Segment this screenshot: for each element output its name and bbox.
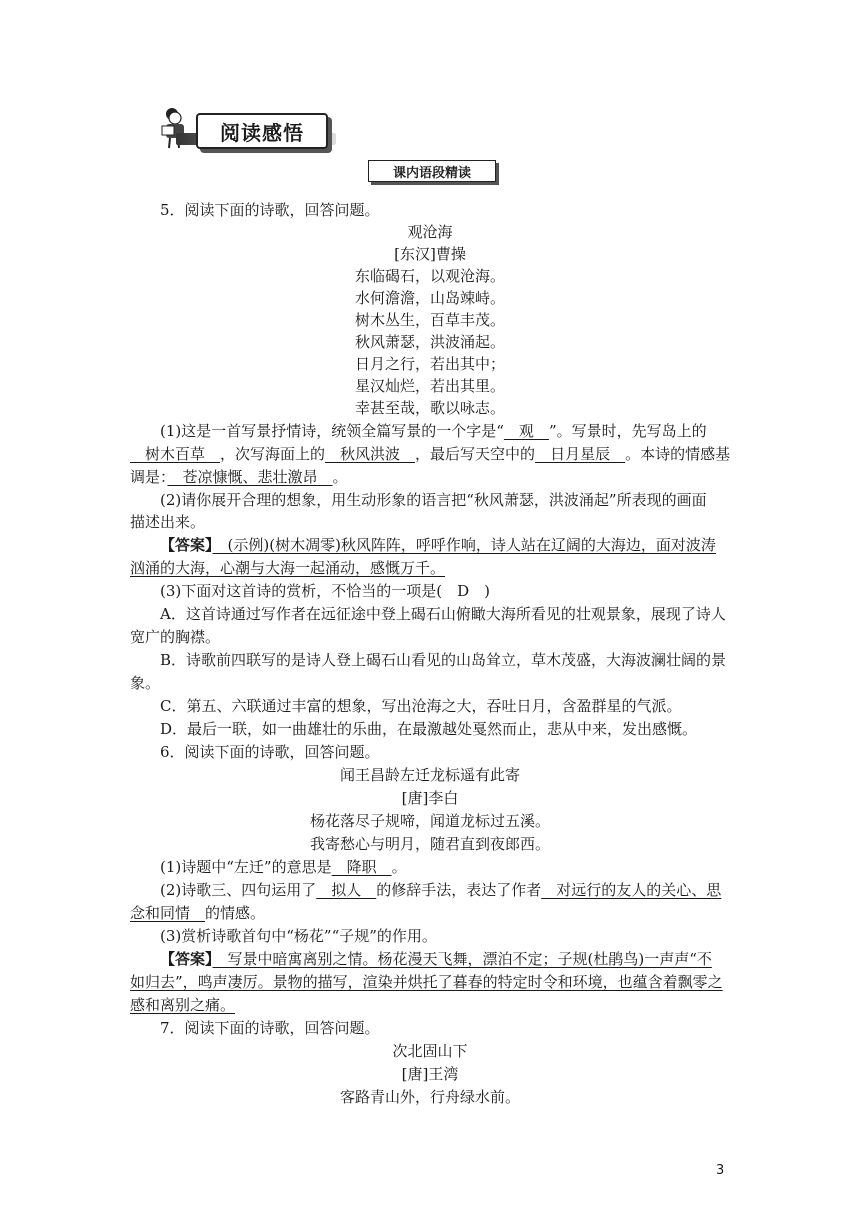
q6-part3-answer-line3: 感和离别之痛。 — [130, 996, 236, 1014]
q5-answer-key-char: 观 — [503, 422, 549, 440]
q5-poem-line: 日月之行，若出其中； — [354, 355, 505, 373]
q6-poem-title: 闻王昌龄左迁龙标遥有此寄 — [339, 766, 520, 784]
q5-answer-sea: 秋风洪波 — [325, 445, 416, 463]
q5-poem-line: 秋风萧瑟，洪波涌起。 — [354, 333, 505, 351]
q6-answer-emotion: 对远行的友人的关心、思 — [541, 881, 722, 899]
q5-option-a-cont: 宽广的胸襟。 — [130, 628, 221, 646]
q5-part2-answer-line2: 汹涌的大海，心潮与大海一起涌动，感慨万千。 — [130, 559, 446, 577]
q5-prompt: 5．阅读下面的诗歌，回答问题。 — [160, 201, 380, 219]
q5-answer-sky: 日月星辰 — [535, 445, 626, 463]
q5-part1-line3: 调是： 苍凉慷慨、悲壮激昂 。 — [130, 468, 348, 486]
q7-poem-title: 次北固山下 — [392, 1042, 468, 1060]
page-number: 3 — [716, 1163, 725, 1178]
q5-option-b: B．诗歌前四联写的是诗人登上碣石山看见的山岛耸立，草木茂盛，大海波澜壮阔的景 — [160, 651, 727, 669]
q6-part1: (1)诗题中“左迁”的意思是 降职 。 — [160, 858, 407, 876]
q5-part2-line2: 描述出来。 — [130, 513, 206, 531]
q5-option-d: D．最后一联，如一曲雄壮的乐曲，在最激越处戛然而止，悲从中来，发出感慨。 — [160, 720, 698, 738]
q5-poem-line: 东临碣石，以观沧海。 — [354, 267, 505, 285]
q5-part3-question: (3)下面对这首诗的赏析，不恰当的一项是( D ) — [160, 582, 490, 600]
q6-part3-answer-line1: 【答案】 写景中暗寓离别之情。杨花漫天飞舞，漂泊不定；子规(杜鹃鸟)一声声“不 — [160, 950, 712, 968]
q5-part2-answer-line1: 【答案】 (示例)(树木凋零)秋风阵阵，呼呼作响，诗人站在辽阔的大海边，面对波涛 — [160, 536, 716, 554]
subsection-label: 课内语段精读 — [368, 160, 496, 182]
answer-label: 【答案】 — [160, 950, 213, 968]
q5-poem-author: [东汉]曹操 — [394, 245, 466, 263]
q5-poem-line: 幸甚至哉，歌以咏志。 — [354, 399, 505, 417]
q6-answer-rhetoric: 拟人 — [316, 881, 377, 899]
q5-poem-line: 星汉灿烂，若出其里。 — [354, 377, 505, 395]
q7-prompt: 7．阅读下面的诗歌，回答问题。 — [160, 1019, 380, 1037]
q5-option-b-cont: 象。 — [130, 674, 161, 692]
q6-part3-question: (3)赏析诗歌首句中“杨花”“子规”的作用。 — [160, 927, 437, 945]
q6-part2-line1: (2)诗歌三、四句运用了 拟人 的修辞手法，表达了作者 对远行的友人的关心、思 — [160, 881, 722, 899]
answer-label: 【答案】 — [160, 536, 213, 554]
q5-answer-island: 树木百草 — [130, 445, 221, 463]
q6-answer-zuoqian: 降职 — [331, 858, 392, 876]
q6-part3-answer-line2: 如归去”，鸣声凄厉。景物的描写，渲染并烘托了暮春的特定时令和环境，也蕴含着飘零之 — [130, 973, 723, 991]
q6-prompt: 6．阅读下面的诗歌，回答问题。 — [160, 743, 380, 761]
q5-part2-line1: (2)请你展开合理的想象，用生动形象的语言把“秋风萧瑟，洪波涌起”所表现的画面 — [160, 491, 707, 509]
q5-poem-title: 观沧海 — [407, 223, 453, 241]
q5-poem-line: 水何澹澹，山岛竦峙。 — [354, 289, 505, 307]
q6-part2-line2: 念和同情 的情感。 — [130, 904, 266, 922]
q5-part1-line1: (1)这是一首写景抒情诗，统领全篇写景的一个字是“ 观 ”。写景时，先写岛上的 — [160, 422, 707, 440]
q5-option-a: A．这首诗通过写作者在远征途中登上碣石山俯瞰大海所看见的壮观景象，展现了诗人 — [160, 605, 726, 623]
q5-poem-line: 树木丛生，百草丰茂。 — [354, 311, 505, 329]
q6-poem-author: [唐]李白 — [401, 789, 459, 807]
q5-part1-line2: 树木百草 ，次写海面上的 秋风洪波 ，最后写天空中的 日月星辰 。本诗的情感基 — [130, 445, 731, 463]
section-header-title: 阅读感悟 — [196, 113, 328, 149]
q7-poem-line: 客路青山外，行舟绿水前。 — [339, 1088, 520, 1106]
q7-poem-author: [唐]王湾 — [401, 1065, 459, 1083]
q5-option-c: C．第五、六联通过丰富的想象，写出沧海之大，吞吐日月，含盈群星的气派。 — [160, 697, 682, 715]
q5-answer-emotion: 苍凉慷慨、悲壮激昂 — [167, 468, 333, 486]
q6-poem-line: 杨花落尽子规啼，闻道龙标过五溪。 — [309, 812, 550, 830]
q6-poem-line: 我寄愁心与明月，随君直到夜郎西。 — [309, 835, 550, 853]
